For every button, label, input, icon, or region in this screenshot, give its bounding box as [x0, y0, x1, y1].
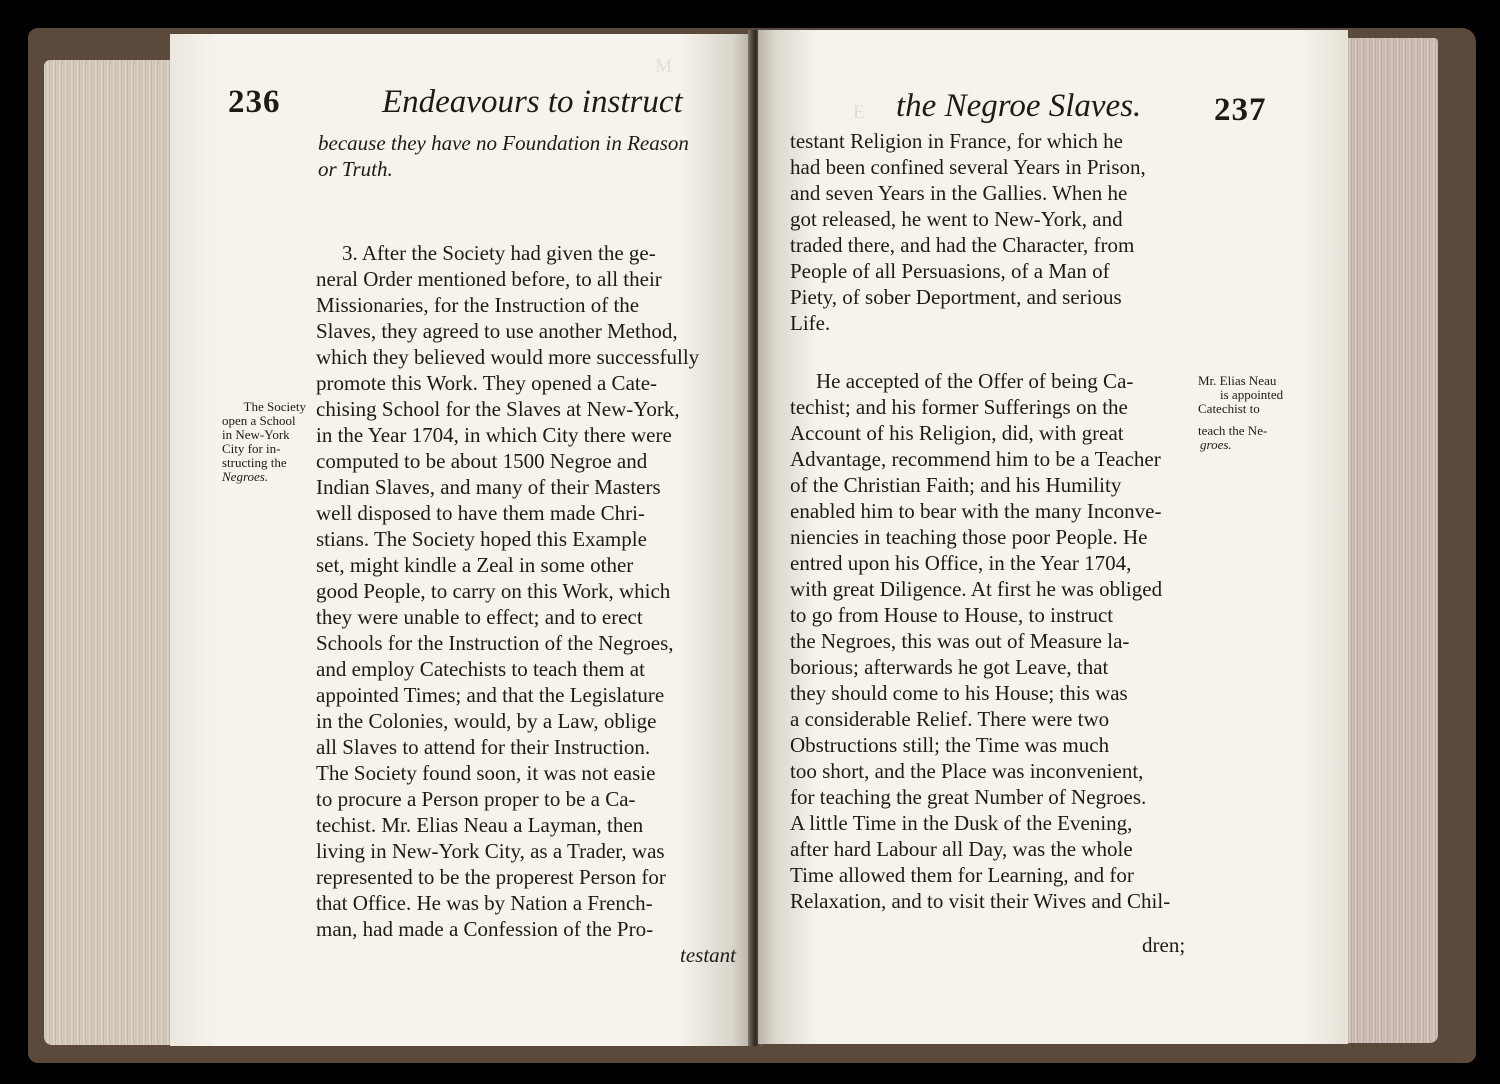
show-through-text: E — [853, 102, 865, 123]
text-line: they were unable to effect; and to erect — [316, 605, 643, 629]
text-line: to procure a Person proper to be a Ca- — [316, 787, 636, 811]
text-line: in the Colonies, would, by a Law, oblige — [316, 709, 657, 733]
text-line: and seven Years in the Gallies. When he — [790, 181, 1128, 205]
text-line: Slaves, they agreed to use another Method, — [316, 319, 678, 343]
text-line: had been confined several Years in Prison, — [790, 155, 1146, 179]
text-line: testant — [680, 943, 736, 967]
text-line: The Society found soon, it was not easie — [316, 761, 656, 785]
left-page — [170, 34, 750, 1046]
text-line: all Slaves to attend for their Instruction. — [316, 735, 651, 759]
text-line: techist; and his former Sufferings on the — [790, 395, 1128, 419]
text-line: stians. The Society hoped this Example — [316, 527, 647, 551]
text-line: Time allowed them for Learning, and for — [790, 863, 1134, 887]
text-line: well disposed to have them made Chri- — [316, 501, 645, 525]
text-line: represented to be the properest Person for — [316, 865, 666, 889]
text-line: the Negroes, this was out of Measure la- — [790, 629, 1130, 653]
margin-note-line: Mr. Elias Neau — [1198, 373, 1277, 388]
running-head: the Negroe Slaves. — [896, 88, 1142, 124]
text-line: set, might kindle a Zeal in some other — [316, 553, 634, 577]
margin-note-line: groes. — [1200, 437, 1232, 452]
text-line: because they have no Foundation in Reason — [318, 131, 689, 155]
text-line: that Office. He was by Nation a French- — [316, 891, 653, 915]
margin-note-line: is appointed — [1220, 387, 1284, 402]
margin-note-line: The Society — [243, 399, 306, 414]
show-through-text: M — [565, 56, 673, 77]
text-line: good People, to carry on this Work, which — [316, 579, 671, 603]
text-line: Advantage, recommend him to be a Teacher — [790, 447, 1161, 471]
text-line: borious; afterwards he got Leave, that — [790, 655, 1109, 679]
text-line: man, had made a Confession of the Pro- — [316, 917, 654, 941]
margin-note-line: City for in- — [222, 441, 281, 456]
text-line: and employ Catechists to teach them at — [316, 657, 645, 681]
right-page — [758, 30, 1348, 1044]
text-line: got released, he went to New-York, and — [790, 207, 1123, 231]
text-line: promote this Work. They opened a Cate- — [316, 371, 658, 395]
page-edges-left — [44, 60, 179, 1045]
text-line: Piety, of sober Deportment, and serious — [790, 285, 1122, 309]
text-line: in the Year 1704, in which City there were — [316, 423, 672, 447]
text-line: computed to be about 1500 Negroe and — [316, 449, 648, 473]
text-line: Obstructions still; the Time was much — [790, 733, 1110, 757]
text-line: of the Christian Faith; and his Humility — [790, 473, 1122, 497]
text-line: Relaxation, and to visit their Wives and Chil- — [790, 889, 1171, 913]
text-line: appointed Times; and that the Legislature — [316, 683, 665, 707]
text-line: to go from House to House, to instruct — [790, 603, 1114, 627]
margin-note-line: in New-York — [222, 427, 290, 442]
text-line: Schools for the Instruction of the Negroes, — [316, 631, 674, 655]
margin-note-line: Catechist to — [1198, 401, 1260, 416]
margin-note-line: open a School — [222, 413, 296, 428]
text-line: entred upon his Office, in the Year 1704, — [790, 551, 1132, 575]
text-line: People of all Persuasions, of a Man of — [790, 259, 1110, 283]
margin-note-line: Negroes. — [222, 469, 269, 484]
page-edges-right — [1340, 38, 1438, 1043]
text-line: a considerable Relief. There were two — [790, 707, 1110, 731]
text-line: testant Religion in France, for which he — [790, 129, 1123, 153]
page-number: 237 — [1214, 92, 1267, 128]
text-line: niencies in teaching those poor People. He — [790, 525, 1148, 549]
text-line: 3. After the Society had given the ge- — [342, 241, 656, 265]
text-line: living in New-York City, as a Trader, was — [316, 839, 665, 863]
text-line: which they believed would more successfully — [316, 345, 700, 369]
text-line: Missionaries, for the Instruction of the — [316, 293, 640, 317]
text-line: after hard Labour all Day, was the whole — [790, 837, 1133, 861]
text-line: neral Order mentioned before, to all their — [316, 267, 662, 291]
text-line: A little Time in the Dusk of the Evening, — [790, 811, 1133, 835]
text-line: for teaching the great Number of Negroes. — [790, 785, 1147, 809]
page-number: 236 — [228, 84, 281, 120]
margin-note-line: structing the — [222, 455, 287, 470]
text-line: they should come to his House; this was — [790, 681, 1128, 705]
text-line: too short, and the Place was inconvenient, — [790, 759, 1144, 783]
text-line: He accepted of the Offer of being Ca- — [816, 369, 1134, 393]
text-line: Indian Slaves, and many of their Masters — [316, 475, 661, 499]
text-line: traded there, and had the Character, from — [790, 233, 1135, 257]
text-line: Life. — [790, 311, 831, 335]
text-line: enabled him to bear with the many Inconve- — [790, 499, 1162, 523]
text-line: Account of his Religion, did, with great — [790, 421, 1124, 445]
text-line: chising School for the Slaves at New-York, — [316, 397, 680, 421]
running-head: Endeavours to instruct — [382, 84, 683, 120]
text-line: with great Diligence. At first he was obliged — [790, 577, 1163, 601]
text-line: dren; — [1142, 933, 1186, 957]
margin-note-line: teach the Ne- — [1198, 423, 1268, 438]
text-line: techist. Mr. Elias Neau a Layman, then — [316, 813, 644, 837]
text-line: or Truth. — [318, 157, 393, 181]
